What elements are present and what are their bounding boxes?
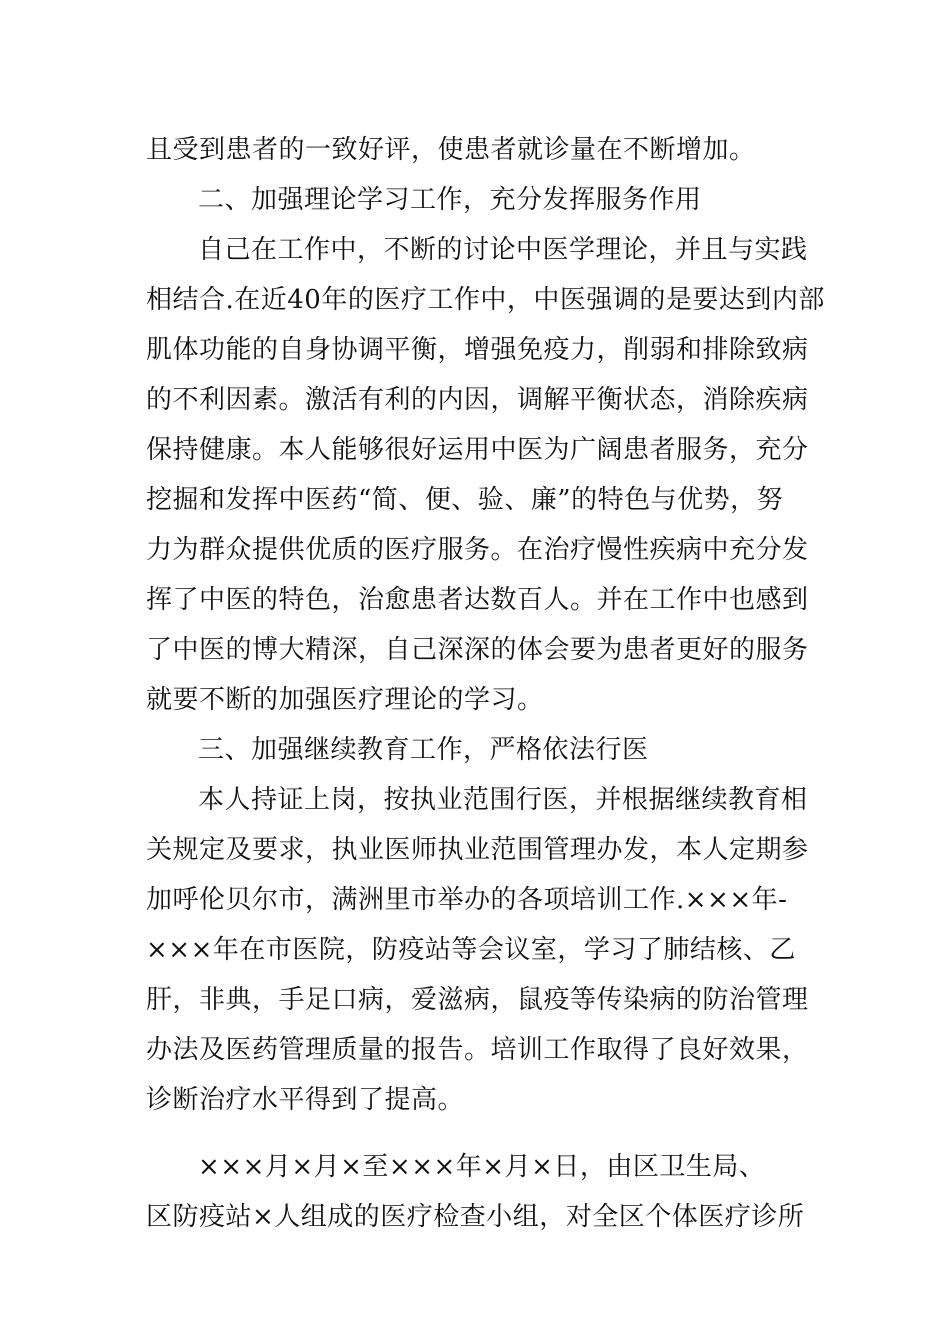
section-heading: 二、加强理论学习工作，充分发挥服务作用 <box>198 185 702 215</box>
text-line: 且受到患者的一致好评，使患者就诊量在不断增加。 <box>146 135 756 165</box>
text-line: 挥了中医的特色，治愈患者达数百人。并在工作中也感到 <box>146 585 809 615</box>
text-line: 肌体功能的自身协调平衡，增强免疫力，削弱和排除致病 <box>146 335 809 365</box>
text-line: 区防疫站×人组成的医疗检查小组，对全区个体医疗诊所 <box>146 1202 805 1232</box>
text-line: 本人持证上岗，按执业范围行医，并根据继续教育相 <box>198 785 808 815</box>
text-line: ×××月×月×至×××年×月×日，由区卫生局、 <box>198 1152 766 1182</box>
text-line: 的不利因素。激活有利的内因，调解平衡状态，消除疾病 <box>146 385 809 415</box>
text-line: 肝，非典，手足口病，爱滋病，鼠疫等传染病的防治管理 <box>146 985 809 1015</box>
text-line: 了中医的博大精深，自己深深的体会要为患者更好的服务 <box>146 635 809 665</box>
text-line: 加呼伦贝尔市，满洲里市举办的各项培训工作.×××年- <box>146 885 788 915</box>
text-line: 关规定及要求，执业医师执业范围管理办发，本人定期参 <box>146 835 809 865</box>
text-line: 诊断治疗水平得到了提高。 <box>146 1085 465 1115</box>
text-line: 力为群众提供优质的医疗服务。在治疗慢性疾病中充分发 <box>146 535 809 565</box>
text-line: 挖掘和发挥中医药“简、便、验、廉”的特色与优势，努 <box>146 485 784 515</box>
section-heading: 三、加强继续教育工作，严格依法行医 <box>198 735 649 765</box>
text-line: ×××年在市医院，防疫站等会议室，学习了肺结核、乙 <box>146 935 796 965</box>
text-line: 相结合.在近40年的医疗工作中，中医强调的是要达到内部 <box>146 285 825 315</box>
text-line: 办法及医药管理质量的报告。培训工作取得了良好效果， <box>146 1035 809 1065</box>
text-line: 自己在工作中，不断的讨论中医学理论，并且与实践 <box>198 235 808 265</box>
text-line: 就要不断的加强医疗理论的学习。 <box>146 685 544 715</box>
text-line: 保持健康。本人能够很好运用中医为广阔患者服务，充分 <box>146 435 809 465</box>
